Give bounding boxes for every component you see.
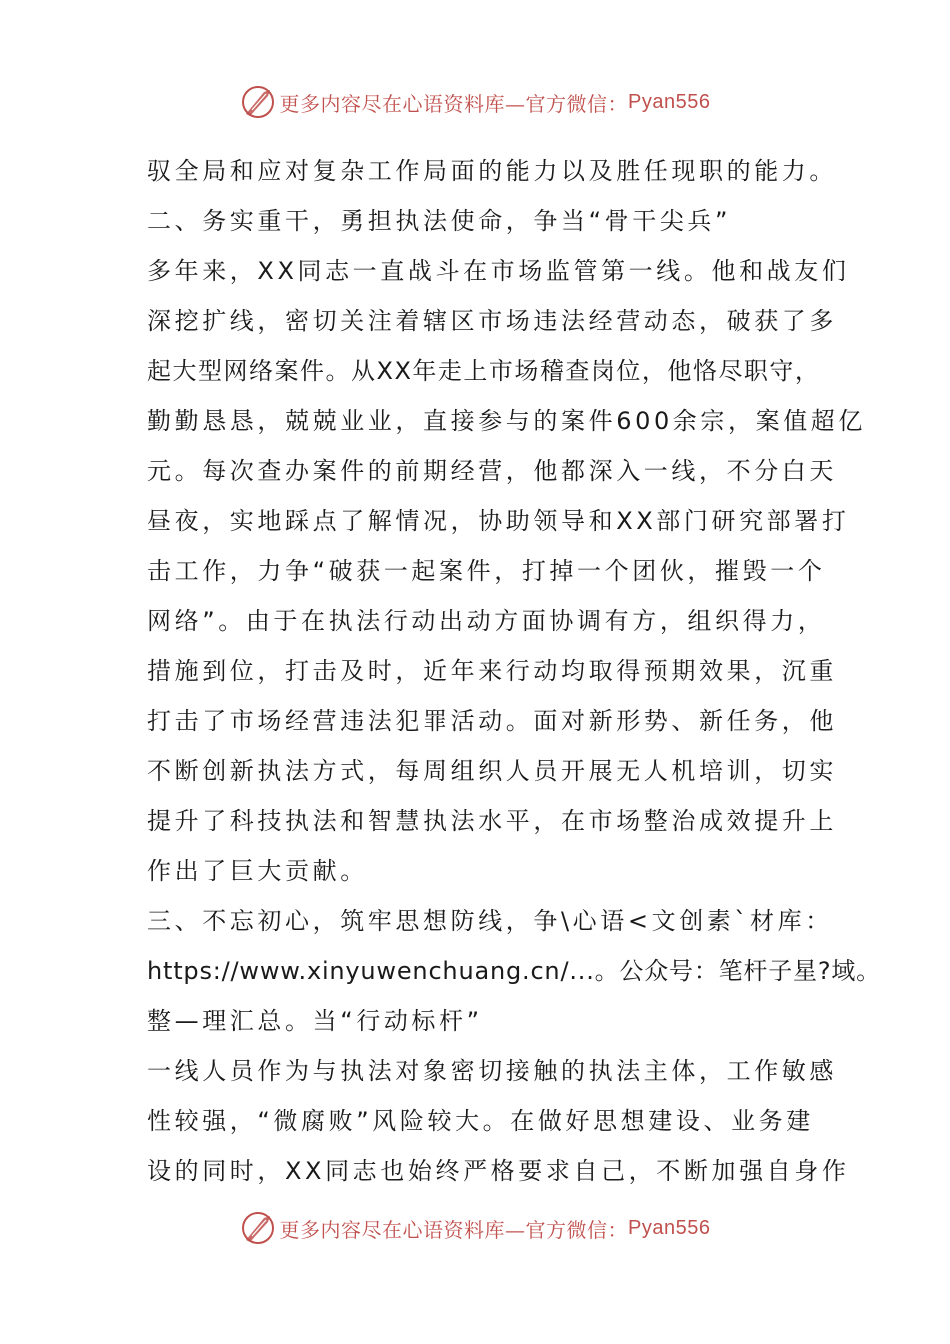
document-body [147, 146, 881, 1196]
body-line: 设的同时，XX同志也始终严格要求自己，不断加强自身作 [147, 1157, 850, 1185]
header-banner [0, 82, 950, 122]
body-line: 昼夜，实地踩点了解情况，协助领导和XX部门研究部署打 [147, 507, 850, 535]
body-line: 网络”。由于在执法行动出动方面协调有方，组织得力， [147, 607, 826, 635]
wechat-id: Pyan556 [628, 90, 711, 113]
banner-text: 更多内容尽在心语资料库—官方微信： [279, 91, 629, 116]
body-line: 性较强，“微腐败”风险较大。在做好思想建设、业务建 [147, 1107, 814, 1135]
body-line: 勤勤恳恳，兢兢业业，直接参与的案件600余宗，案值超亿 [147, 407, 867, 435]
body-line: 驭全局和应对复杂工作局面的能力以及胜任现职的能力。 [147, 157, 837, 185]
wechat-id: Pyan556 [628, 1216, 711, 1239]
url-line: https://www.xinyuwenchuang.cn/...。公众号：笔杆子星?域。 [147, 957, 881, 985]
body-line: 元。每次查办案件的前期经营，他都深入一线，不分白天 [147, 457, 837, 485]
quill-pen-logo-icon [240, 84, 276, 120]
body-line: 不断创新执法方式，每周组织人员开展无人机培训，切实 [147, 757, 837, 785]
body-line: 打击了市场经营违法犯罪活动。面对新形势、新任务，他 [147, 707, 837, 735]
banner-text: 更多内容尽在心语资料库—官方微信： [279, 1217, 629, 1242]
body-line: 击工作，力争“破获一起案件，打掉一个团伙，摧毁一个 [147, 557, 826, 585]
body-line: 多年来，XX同志一直战斗在市场监管第一线。他和战友们 [147, 257, 850, 285]
body-line: 整—理汇总。当“行动标杆” [147, 1007, 483, 1035]
body-line: 一线人员作为与执法对象密切接触的执法主体，工作敏感 [147, 1057, 837, 1085]
section-heading-2: 二、务实重干，勇担执法使命，争当“骨干尖兵” [147, 207, 732, 235]
body-line: 深挖扩线，密切关注着辖区市场违法经营动态，破获了多 [147, 307, 837, 335]
body-line: 作出了巨大贡献。 [147, 857, 368, 885]
quill-pen-logo-icon [240, 1210, 276, 1246]
footer-banner [0, 1208, 950, 1248]
section-heading-3: 三、不忘初心，筑牢思想防线，争\心语<文创素`材库： [147, 907, 833, 935]
body-line: 起大型网络案件。从XX年走上市场稽查岗位，他恪尽职守， [147, 357, 821, 385]
body-line: 措施到位，打击及时，近年来行动均取得预期效果，沉重 [147, 657, 837, 685]
body-line: 提升了科技执法和智慧执法水平，在市场整治成效提升上 [147, 807, 837, 835]
